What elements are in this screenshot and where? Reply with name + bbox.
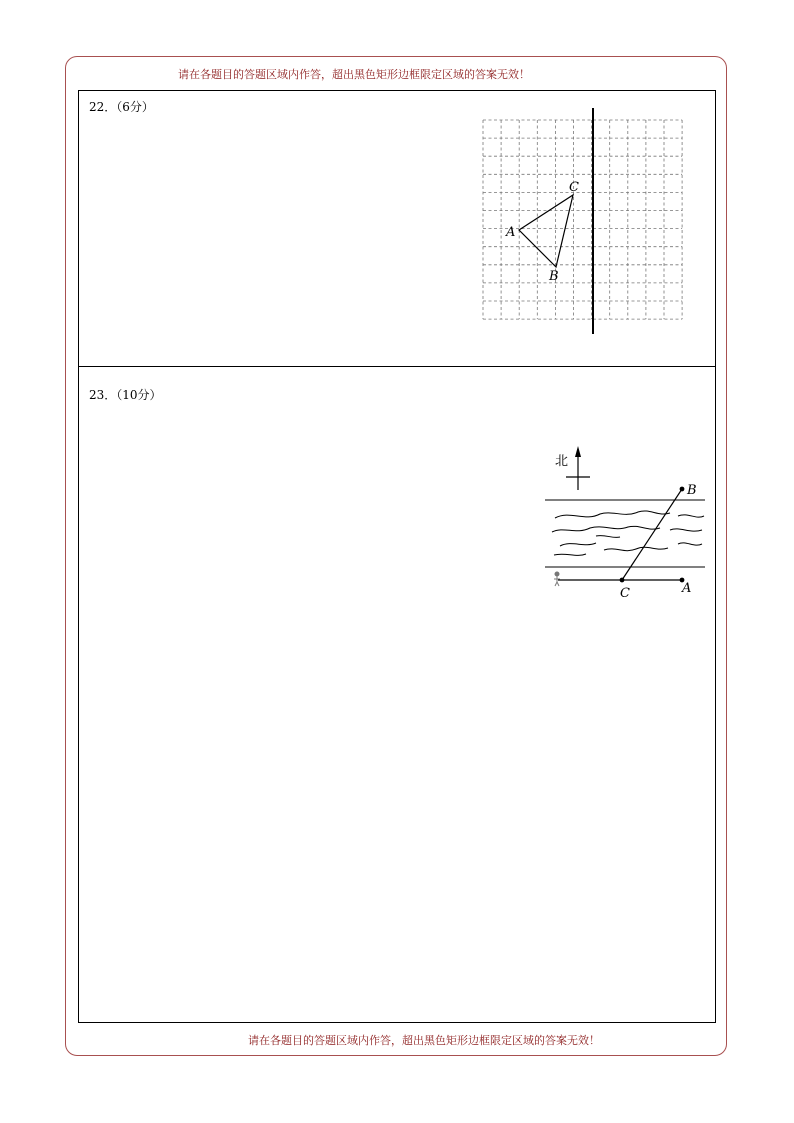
bottom-notice: 请在各题目的答题区域内作答，超出黑色矩形边框限定区域的答案无效！ bbox=[248, 1034, 600, 1047]
label-point-b: B bbox=[549, 269, 559, 284]
figure-23-river bbox=[540, 440, 710, 610]
label-point-c: C bbox=[620, 586, 630, 601]
person-icon bbox=[554, 572, 560, 586]
question-23-label: 23．（10分） bbox=[89, 388, 162, 402]
label-point-a: A bbox=[506, 225, 516, 240]
label-point-c: C bbox=[569, 180, 579, 195]
line-cb bbox=[622, 489, 682, 580]
figure-22-grid-triangle bbox=[475, 104, 695, 344]
question-divider bbox=[78, 366, 716, 367]
dashed-grid bbox=[483, 120, 682, 319]
label-point-b: B bbox=[687, 483, 697, 498]
river-waves bbox=[552, 511, 704, 555]
label-point-a: A bbox=[682, 581, 692, 596]
triangle-abc bbox=[519, 195, 573, 267]
point-c bbox=[620, 578, 625, 583]
north-arrow-icon bbox=[566, 446, 590, 490]
question-22-label: 22．（6分） bbox=[89, 100, 154, 114]
point-b bbox=[680, 487, 685, 492]
north-label: 北 bbox=[555, 454, 569, 469]
top-notice: 请在各题目的答题区域内作答，超出黑色矩形边框限定区域的答案无效！ bbox=[178, 68, 530, 81]
